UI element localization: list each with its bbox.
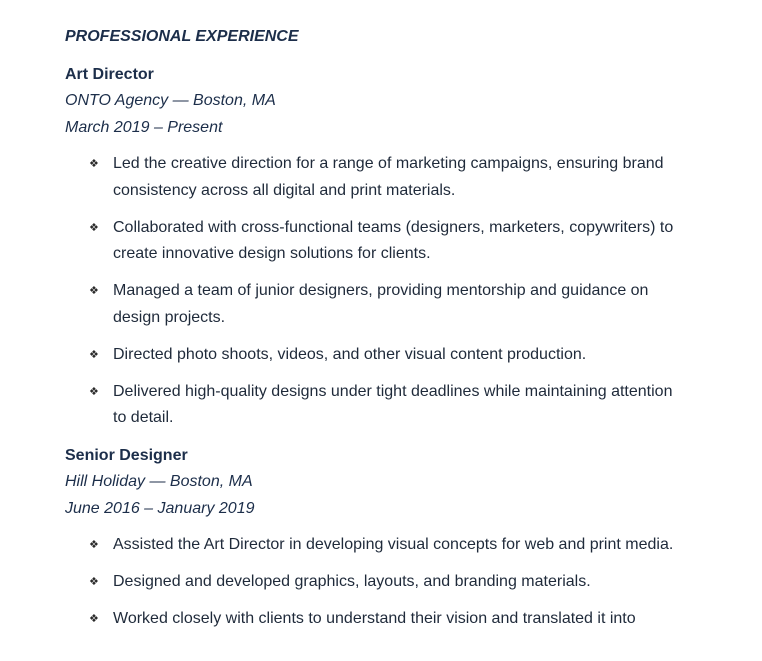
list-item xyxy=(65,278,689,331)
job-bullets xyxy=(65,151,705,432)
section-title: PROFESSIONAL EXPERIENCE xyxy=(65,28,299,45)
list-item-text: Delivered high-quality designs under tight deadlines while maintaining attention to detail. xyxy=(113,382,673,426)
diamond-bullet-icon: ❖ xyxy=(89,539,99,551)
job-title: Senior Designer xyxy=(65,447,188,464)
list-item xyxy=(65,532,689,559)
job-title: Art Director xyxy=(65,66,154,83)
list-item xyxy=(65,606,689,633)
job-bullets xyxy=(65,532,705,633)
list-item xyxy=(65,379,689,432)
job-entry xyxy=(65,443,705,643)
list-item xyxy=(65,215,689,268)
diamond-bullet-icon: ❖ xyxy=(89,576,99,588)
job-dates: March 2019 – Present xyxy=(65,118,223,136)
list-item-text: Collaborated with cross-functional teams (designers, marketers, copywriters) to create innovative design solutions for clients. xyxy=(113,218,674,262)
list-item-text: Assisted the Art Director in developing visual concepts for web and print media. xyxy=(113,536,674,553)
list-item-text: Designed and developed graphics, layouts, and branding materials. xyxy=(113,573,591,590)
list-item-text: Directed photo shoots, videos, and other visual content production. xyxy=(113,345,587,363)
diamond-bullet-icon: ❖ xyxy=(89,348,99,361)
list-item xyxy=(65,342,689,369)
list-item-text: Worked closely with clients to understand their vision and translated it into xyxy=(113,610,636,627)
diamond-bullet-icon: ❖ xyxy=(89,221,99,234)
diamond-bullet-icon: ❖ xyxy=(89,158,99,170)
list-item-text: Led the creative direction for a range of marketing campaigns, ensuring brand consistency across all digital and print materials. xyxy=(113,155,664,199)
job-dates: June 2016 – January 2019 xyxy=(65,499,255,517)
diamond-bullet-icon: ❖ xyxy=(89,613,99,625)
job-company: Hill Holiday — Boston, MA xyxy=(65,473,253,490)
job-entry xyxy=(65,62,705,442)
diamond-bullet-icon: ❖ xyxy=(89,285,99,297)
diamond-bullet-icon: ❖ xyxy=(89,385,99,398)
job-company: ONTO Agency — Boston, MA xyxy=(65,92,276,109)
list-item-text: Managed a team of junior designers, providing mentorship and guidance on design projects. xyxy=(113,282,649,326)
list-item xyxy=(65,151,689,204)
list-item xyxy=(65,569,689,596)
